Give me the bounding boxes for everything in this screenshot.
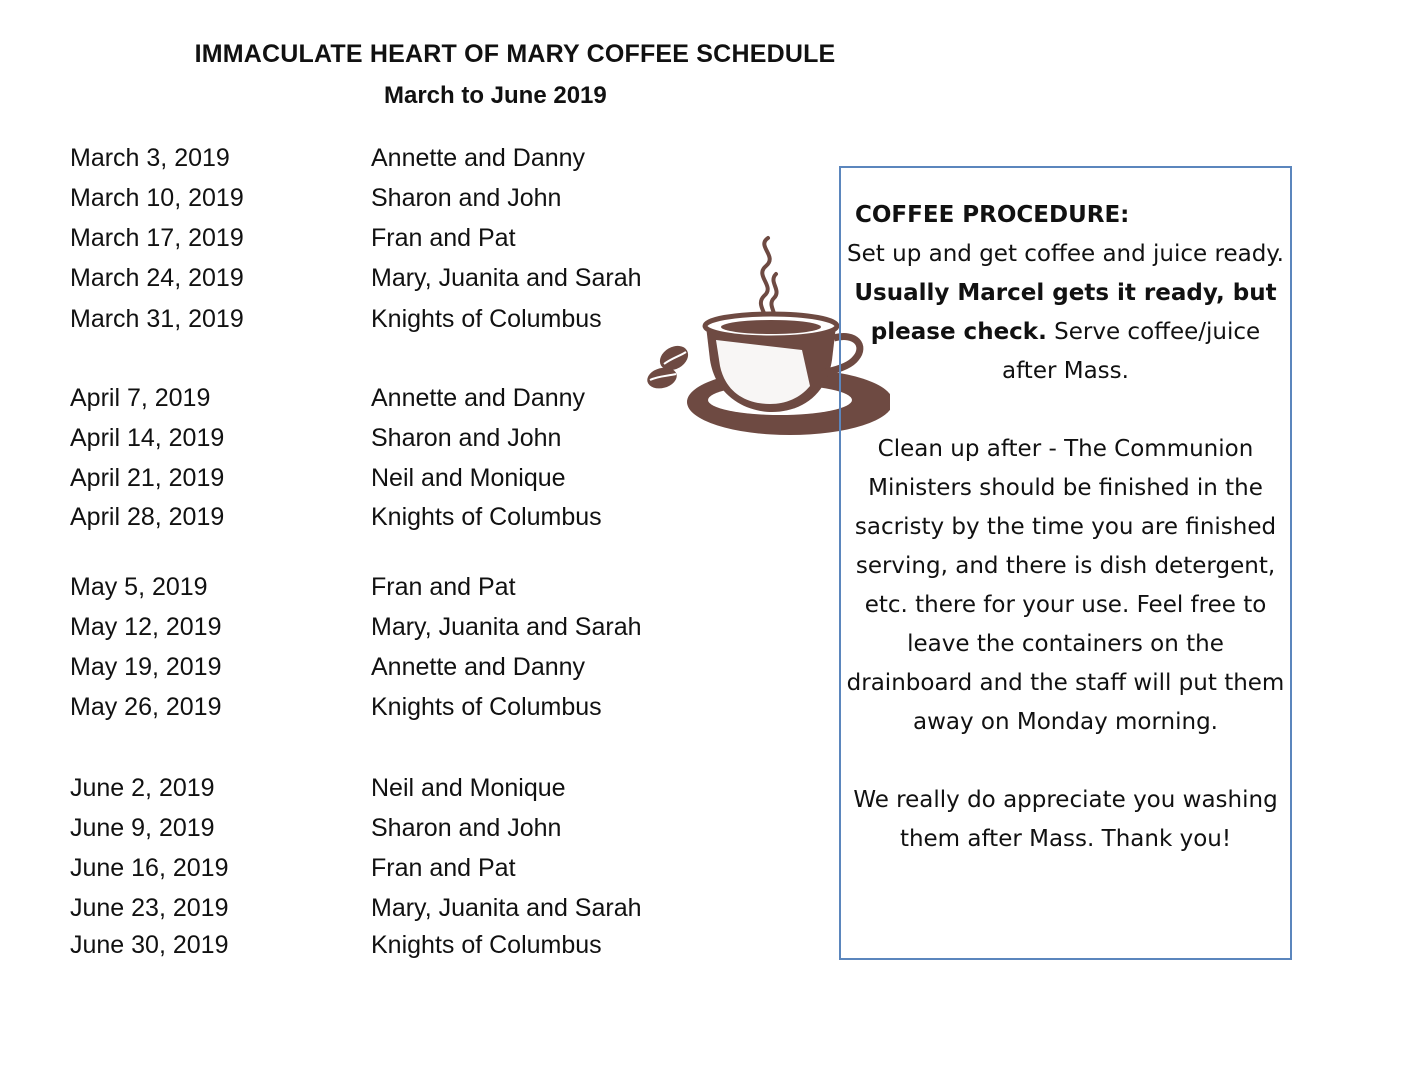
schedule-names: Knights of Columbus [371,305,602,333]
procedure-paragraph-thanks: We really do appreciate you washing them after Mass. Thank you! [853,787,1278,852]
procedure-heading: COFFEE PROCEDURE: [855,202,1130,228]
schedule-names: Knights of Columbus [371,931,602,959]
procedure-paragraph-setup [845,235,1286,391]
schedule-date: June 16, 2019 [70,854,229,882]
schedule-date: May 19, 2019 [70,653,222,681]
page-subtitle: March to June 2019 [384,82,607,109]
schedule-names: Annette and Danny [371,653,586,681]
schedule-date: June 2, 2019 [70,774,215,802]
schedule-date: March 17, 2019 [70,224,244,252]
schedule-row [70,141,770,175]
schedule-row [70,811,770,845]
schedule-names: Sharon and John [371,814,562,842]
schedule-names: Sharon and John [371,184,562,212]
schedule-names: Knights of Columbus [371,503,602,531]
schedule-row [70,181,770,215]
schedule-names: Mary, Juanita and Sarah [371,264,642,292]
schedule-names: Mary, Juanita and Sarah [371,613,642,641]
schedule-row [70,610,770,644]
procedure-setup-emphasis: Usually Marcel gets it ready, but please check. [854,280,1277,345]
schedule-date: May 5, 2019 [70,573,208,601]
schedule-names: Annette and Danny [371,144,586,172]
schedule-names: Fran and Pat [371,224,516,252]
procedure-serve-text: Serve coffee/juice after Mass. [1002,319,1261,384]
schedule-row [70,928,770,962]
procedure-paragraph-cleanup: Clean up after - The Communion Ministers should be finished in the sacristy by the time you are finished serving, and there is dish detergent, etc. there for your use. Feel free to leave the containers on the drainboard and the staff will put them away on Monday morning. [846,436,1285,735]
page-title: IMMACULATE HEART OF MARY COFFEE SCHEDULE [194,40,836,68]
schedule-names: Mary, Juanita and Sarah [371,894,642,922]
procedure-setup-text: Set up and get coffee and juice ready. [847,241,1284,267]
schedule-names: Knights of Columbus [371,693,602,721]
schedule-row [70,650,770,684]
schedule-date: April 7, 2019 [70,384,211,412]
schedule-names: Fran and Pat [371,854,516,882]
schedule-row [70,690,770,724]
schedule-names: Neil and Monique [371,774,566,802]
schedule-date: March 10, 2019 [70,184,244,212]
schedule-names: Sharon and John [371,424,562,452]
schedule-date: June 9, 2019 [70,814,215,842]
schedule-row [70,851,770,885]
schedule-date: May 26, 2019 [70,693,222,721]
coffee-procedure-box [839,166,1292,960]
schedule-date: June 30, 2019 [70,931,229,959]
schedule-row [70,771,770,805]
schedule-date: June 23, 2019 [70,894,229,922]
schedule-names: Annette and Danny [371,384,586,412]
schedule-date: March 24, 2019 [70,264,244,292]
schedule-names: Neil and Monique [371,464,566,492]
schedule-date: March 31, 2019 [70,305,244,333]
procedure-text [845,235,1286,859]
schedule-row [70,500,770,534]
schedule-date: April 28, 2019 [70,503,225,531]
schedule-row [70,891,770,925]
schedule-row [70,461,770,495]
schedule-date: April 21, 2019 [70,464,225,492]
schedule-row [70,570,770,604]
schedule-date: May 12, 2019 [70,613,222,641]
schedule-names: Fran and Pat [371,573,516,601]
schedule-date: March 3, 2019 [70,144,230,172]
schedule-date: April 14, 2019 [70,424,225,452]
